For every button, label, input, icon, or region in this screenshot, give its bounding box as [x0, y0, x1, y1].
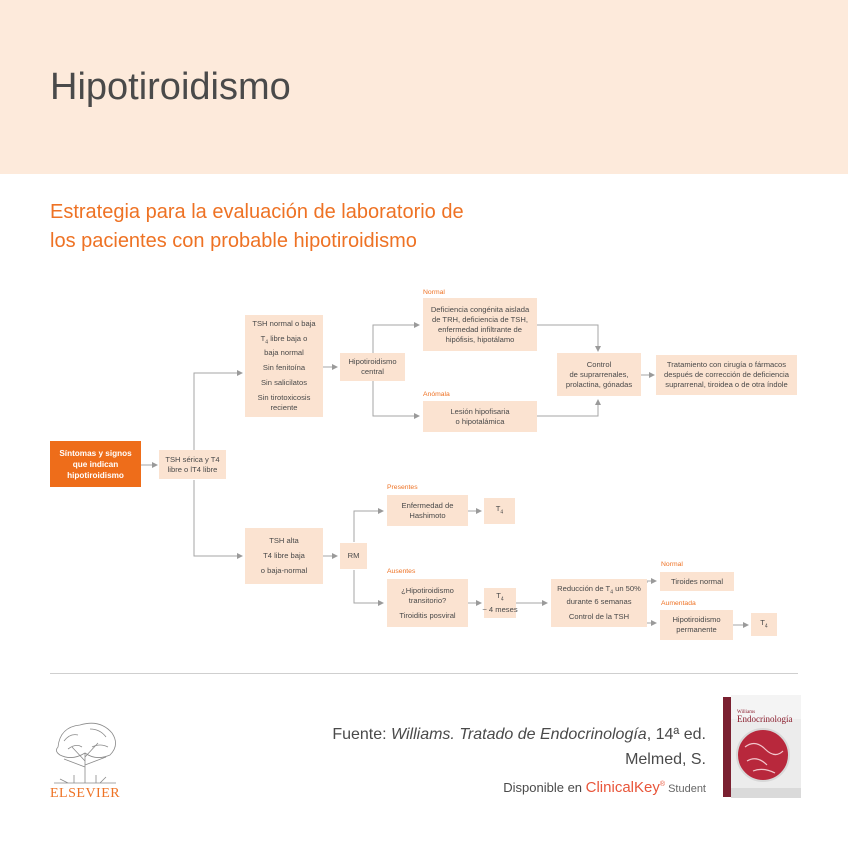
- tsh-normal-line: reciente: [270, 402, 298, 412]
- hipo-central-line: Hipotiroidismo: [348, 357, 397, 366]
- start-line: que indican: [72, 459, 119, 469]
- presentes-label: Presentes: [387, 484, 418, 491]
- deficiencia-line: de TRH, deficiencia de TSH,: [432, 314, 528, 324]
- book-cover-image: [723, 695, 801, 798]
- elsevier-logo-text: ELSEVIER: [50, 786, 121, 801]
- normal-label: Normal: [423, 289, 445, 296]
- elsevier-tree-icon: [50, 717, 120, 785]
- t4-label: $T_4$: [495, 504, 504, 516]
- hashimoto-line: Enfermedad de: [401, 500, 454, 510]
- tsh-normal-line: Sin tirotoxicosis: [257, 392, 311, 402]
- control-line: Control: [586, 359, 612, 369]
- transitorio-line: Tiroiditis posviral: [399, 610, 456, 620]
- control-line: prolactina, gónadas: [565, 379, 633, 389]
- tsh-alta-line: T4 libre baja: [263, 551, 305, 560]
- tsh-t4-line: TSH sérica y T4: [165, 454, 220, 464]
- hashimoto-box: [387, 495, 468, 526]
- tsh-alta-box: [245, 528, 323, 584]
- control-line: de suprarrenales,: [569, 369, 629, 379]
- permanente-box: [660, 610, 733, 640]
- svg-text:Williams: Williams: [737, 710, 756, 715]
- deficiencia-box: [423, 298, 537, 351]
- t4-meses-box: [484, 588, 516, 618]
- anomala-label: Anómala: [423, 391, 450, 398]
- subtitle-line-2: los pacientes con probable hipotiroidismo: [50, 230, 417, 252]
- tiroides-normal-label: Tiroides normal: [670, 576, 724, 586]
- arrow-reduccion-to-normal: [647, 581, 656, 583]
- author-line: Melmed, S.: [625, 751, 706, 768]
- permanente-line: Hipotiroidismo: [672, 615, 721, 624]
- hashimoto-line: Hashimoto: [409, 510, 446, 520]
- arrow-rm-to-transitorio: [354, 570, 383, 603]
- reduccion-line: Reducción de $T_4$ un 50%: [557, 583, 641, 596]
- reduccion-line: Control de la TSH: [568, 612, 630, 622]
- tratamiento-line: Tratamiento con cirugía o fármacos: [666, 360, 787, 369]
- t4-label: $T_4$: [760, 617, 768, 630]
- transitorio-box: [387, 579, 468, 627]
- lesion-line: o hipotalámica: [455, 416, 505, 426]
- t4-box-hashimoto: [484, 498, 515, 524]
- arrow-deficiencia-to-control: [537, 325, 598, 351]
- tsh-alta-line: TSH alta: [269, 536, 299, 545]
- tratamiento-box: [656, 355, 797, 395]
- tratamiento-line: suprarrenal, tiroidea o de otra índole: [665, 380, 788, 389]
- hipo-central-box: [340, 353, 405, 381]
- source-line: Fuente: Williams. Tratado de Endocrinología, 14ª ed.: [332, 726, 706, 743]
- deficiencia-line: Deficiencia congénita aislada: [430, 304, 530, 314]
- arrow-central-to-lesion: [373, 381, 419, 416]
- svg-text:Endocrinología: Endocrinología: [737, 714, 793, 724]
- hipo-central-line: central: [361, 367, 384, 376]
- arrow-tsh-to-normal: [194, 373, 242, 450]
- permanente-line: permanente: [676, 625, 717, 634]
- ausentes-label: Ausentes: [387, 568, 416, 575]
- tratamiento-line: después de corrección de deficiencia: [664, 370, 789, 379]
- tsh-normal-line: TSH normal o baja: [252, 319, 316, 329]
- start-box: [50, 441, 141, 487]
- t4-box-permanente: [751, 613, 777, 636]
- tsh-normal-box: [245, 315, 323, 417]
- clinicalkey-brand: ClinicalKey®: [585, 779, 666, 796]
- footer-divider: [50, 673, 798, 674]
- tiroides-normal-box: [660, 572, 734, 591]
- tsh-t4-box: [159, 450, 226, 479]
- t4-label: $T_4$: [496, 591, 504, 603]
- start-line: Síntomas y signos: [59, 448, 132, 458]
- arrow-rm-to-hashimoto: [354, 511, 383, 542]
- lesion-line: Lesión hipofisaria: [450, 406, 510, 416]
- control-box: [557, 353, 641, 396]
- arrow-central-to-deficiencia: [373, 325, 419, 353]
- reduccion-line: durante 6 semanas: [566, 597, 632, 607]
- availability-line: Disponible en ClinicalKey® Student: [503, 779, 706, 796]
- aumentada-label: Aumentada: [661, 600, 696, 607]
- normal-label-2: Normal: [661, 561, 683, 568]
- rm-label: RM: [347, 551, 360, 560]
- deficiencia-line: hipófisis, hipotálamo: [445, 334, 515, 344]
- t4-libre-baja-line: $T_4$ libre baja o: [260, 334, 308, 346]
- lesion-box: [423, 401, 537, 432]
- tsh-normal-line: Sin fenitoína: [262, 362, 306, 372]
- transitorio-line: ¿Hipotiroidismo: [401, 585, 454, 595]
- start-line: hipotiroidismo: [67, 470, 124, 480]
- arrow-tsh-to-alta: [194, 480, 242, 556]
- tsh-alta-line: o baja-normal: [260, 566, 308, 575]
- transitorio-line: transitorio?: [408, 595, 447, 605]
- tsh-t4-line: libre o lT4 libre: [167, 464, 218, 474]
- meses-label: ~ 4 meses: [482, 604, 518, 614]
- rm-box: [340, 543, 367, 569]
- tsh-normal-line: baja normal: [264, 347, 304, 357]
- page-title: Hipotiroidismo: [50, 66, 291, 108]
- subtitle-line-1: Estrategia para la evaluación de laboratorio de: [50, 201, 464, 223]
- arrow-lesion-to-control: [537, 400, 598, 416]
- deficiencia-line: enfermedad infiltrante de: [437, 324, 522, 334]
- tsh-normal-line: Sin salicilatos: [260, 377, 307, 387]
- reduccion-box: [551, 579, 647, 627]
